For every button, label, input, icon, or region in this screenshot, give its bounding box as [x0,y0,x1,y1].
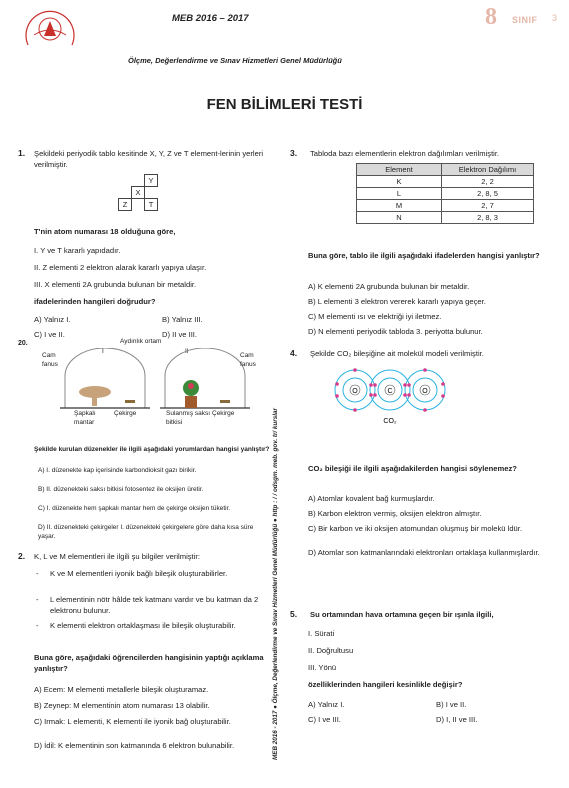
q1-ask: ifadelerinden hangileri doğrudur? [34,297,156,306]
cell-t: T [145,199,158,211]
header-year: MEB 2016 – 2017 [172,13,249,24]
figure-title: Aydınlık ortam [120,338,162,345]
q5-ask: özelliklerinden hangileri kesinlikle değişir? [308,680,463,689]
given-statement: T'nin atom numarası 18 olduğuna göre, [34,227,176,236]
jar-label-2: Cam fanus [240,352,256,368]
page-number: 3 [552,13,558,23]
q3-ask: Buna göre, tablo ile ilgili aşağıdaki ifadelerden hangisi yanlıştır? [308,251,540,260]
bell-jars-svg [40,348,270,418]
q3-option-d[interactable]: D) N elementi periyodik tabloda 3. periyotta bulunur. [308,327,483,336]
q2-bullet-2 [36,594,272,616]
q2-ask: Buna göre, aşağıdaki öğrencilerden hangisinin yaptığı açıklama yanlıştır? [34,653,264,673]
table-cell: 2, 8, 5 [442,188,534,200]
question-4 [290,348,555,359]
header-grade-label: SINIF [512,15,538,25]
bullet-text: L elementinin nötr hâlde tek katmanı vardır ve bu katman da 2 elektronu bulunur. [50,595,259,615]
jar-label-1: Cam fanus [42,352,58,368]
table-row [357,200,534,212]
table-cell: 2, 2 [442,176,534,188]
table-header: Elektron Dağılımı [442,164,534,176]
q5-item-1: I. Sürati [308,629,335,638]
q20-stem: Şekilde kurulan düzenekler ile ilgili aşağıdaki yorumlardan hangisi yanlıştır? [34,446,270,453]
header-grade-number: 8 [485,4,497,30]
q2-bullet-3 [36,620,272,631]
plant-label: Sulanmış saksı bitkisi [166,410,211,426]
table-header: Element [357,164,442,176]
question-number: 5. [290,609,298,619]
table-row [357,176,534,188]
table-cell: N [357,212,442,224]
bullet-text: K ve M elementleri iyonik bağlı bileşik oluşturabilirler. [50,569,228,578]
q1-option-c[interactable]: C) I ve II. [34,330,65,339]
q4-option-a[interactable]: A) Atomlar kovalent bağ kurmuşlardır. [308,494,435,503]
question-number: 3. [290,148,298,158]
table-cell: 2, 8, 3 [442,212,534,224]
question-number: 4. [290,348,298,358]
question-5 [290,609,555,620]
atom-label: O [422,388,428,395]
q2-option-d[interactable]: D) İdil: K elementinin son katmanında 6 elektron bulunabilir. [34,741,235,750]
molecule-caption: CO₂ [383,418,397,425]
side-vertical-text: MEB 2016 - 2017 ● Ölçme, Değerlendirme ve Sınav Hizmetleri Genel Müdürlüğü ● http : / / odsgm. meb. gov. tr/ kurslar [272,408,279,760]
question-number: 2. [18,551,26,561]
setup-label-1: I [102,348,104,355]
question-text: Su ortamından hava ortamına geçen bir ışınla ilgili, [310,610,494,619]
q4-option-c[interactable]: C) Bir karbon ve iki oksijen atomundan oluşmuş bir molekü ldür. [308,524,522,533]
q20-option-b[interactable]: B) II. düzenekteki saksı bitkisi fotosentez ile oksijen üretir. [38,486,204,493]
question-number: 1. [18,148,26,158]
q2-option-b[interactable]: B) Zeynep: M elementinin atom numarası 13 olabilir. [34,701,210,710]
question-text: Şekildeki periyodik tablo kesitinde X, Y, Z ve T element-lerinin yerleri verilmiştir. [34,149,264,169]
q5-item-3: III. Yönü [308,663,337,672]
mushroom-label: Şapkalı mantar [74,410,96,426]
q1-option-d[interactable]: D) II ve III. [162,330,198,339]
q1-item-3: III. X elementi 2A grubunda bulunan bir metaldir. [34,280,197,289]
periodic-table-excerpt [118,174,158,211]
question-1 [18,148,268,170]
q1-option-b[interactable]: B) Yalnız III. [162,315,203,324]
q3-option-b[interactable]: B) L elementi 3 elektron vererek kararlı yapıya geçer. [308,297,486,306]
header-department: Ölçme, Değerlendirme ve Sınav Hizmetleri Genel Müdürlüğü [128,56,342,65]
atom-label: O [352,388,358,395]
bullet-dash: - [36,569,39,578]
question-20-number: 20. [18,340,28,347]
q5-option-a[interactable]: A) Yalnız I. [308,700,345,709]
q4-ask: CO₂ bileşiği ile ilgili aşağıdakilerden hangisi söylenemez? [308,464,517,473]
table-row [357,212,534,224]
q1-option-a[interactable]: A) Yalnız I. [34,315,71,324]
q20-option-d[interactable]: D) II. düzenekteki çekirgeler I. düzenekteki çekirgelere göre daha kısa süre yaşar. [38,524,254,540]
question-text: Şekilde CO₂ bileşiğine ait molekül modeli verilmiştir. [310,349,484,358]
q20-option-c[interactable]: C) I. düzenekte hem şapkalı mantar hem de çekirge oksijen tüketir. [38,505,231,512]
co2-molecule-model [325,368,455,428]
table-row [357,188,534,200]
grasshopper-label-2: Çekirge [212,410,235,417]
q4-option-d[interactable]: D) Atomlar son katmanlarındaki elektronları ortaklaşa kullanmışlardır. [308,548,540,557]
q5-option-c[interactable]: C) I ve III. [308,715,341,724]
ministry-logo [20,5,80,55]
atom-label: C [387,388,393,395]
q5-option-b[interactable]: B) I ve II. [436,700,467,709]
table-cell: K [357,176,442,188]
page-title: FEN BİLİMLERİ TESTİ [206,96,363,113]
q2-bullet-1 [36,568,272,579]
experiment-figure [40,338,270,438]
cell-z: Z [119,199,132,211]
cell-x: X [132,187,145,199]
table-cell: 2, 7 [442,200,534,212]
cell-y: Y [145,175,158,187]
bullet-dash: - [36,595,39,604]
q1-item-1: I. Y ve T kararlı yapıdadır. [34,246,121,255]
table-cell: L [357,188,442,200]
q20-option-a[interactable]: A) I. düzenekte kap içerisinde karbondioksit gazı birikir. [38,467,197,474]
q1-item-2: II. Z elementi 2 elektron alarak kararlı yapıya ulaşır. [34,263,207,272]
q4-option-b[interactable]: B) Karbon elektron vermiş, oksijen elektron almıştır. [308,509,482,518]
question-3 [290,148,555,159]
setup-label-2: II [185,348,189,355]
table-cell: M [357,200,442,212]
grasshopper-label-1: Çekirge [114,410,137,417]
q3-option-c[interactable]: C) M elementi ısı ve elektriği iyi iletmez. [308,312,442,321]
q2-option-a[interactable]: A) Ecem: M elementi metallerle bileşik oluşturamaz. [34,685,209,694]
q5-item-2: II. Doğrultusu [308,646,354,655]
q3-option-a[interactable]: A) K elementi 2A grubunda bulunan bir metaldir. [308,282,470,291]
q5-option-d[interactable]: D) I, II ve III. [436,715,478,724]
q2-option-c[interactable]: C) Irmak: L elementi, K elementi ile iyonik bağ oluşturabilir. [34,717,231,726]
question-text: Tabloda bazı elementlerin elektron dağılımları verilmiştir. [310,149,500,158]
bullet-dash: - [36,621,39,630]
bullet-text: K elementi elektron ortaklaşması ile bileşik oluşturabilir. [50,621,236,630]
question-text: K, L ve M elementleri ile ilgili şu bilgiler verilmiştir: [34,552,200,561]
electron-table [356,163,534,224]
question-2 [18,551,273,562]
